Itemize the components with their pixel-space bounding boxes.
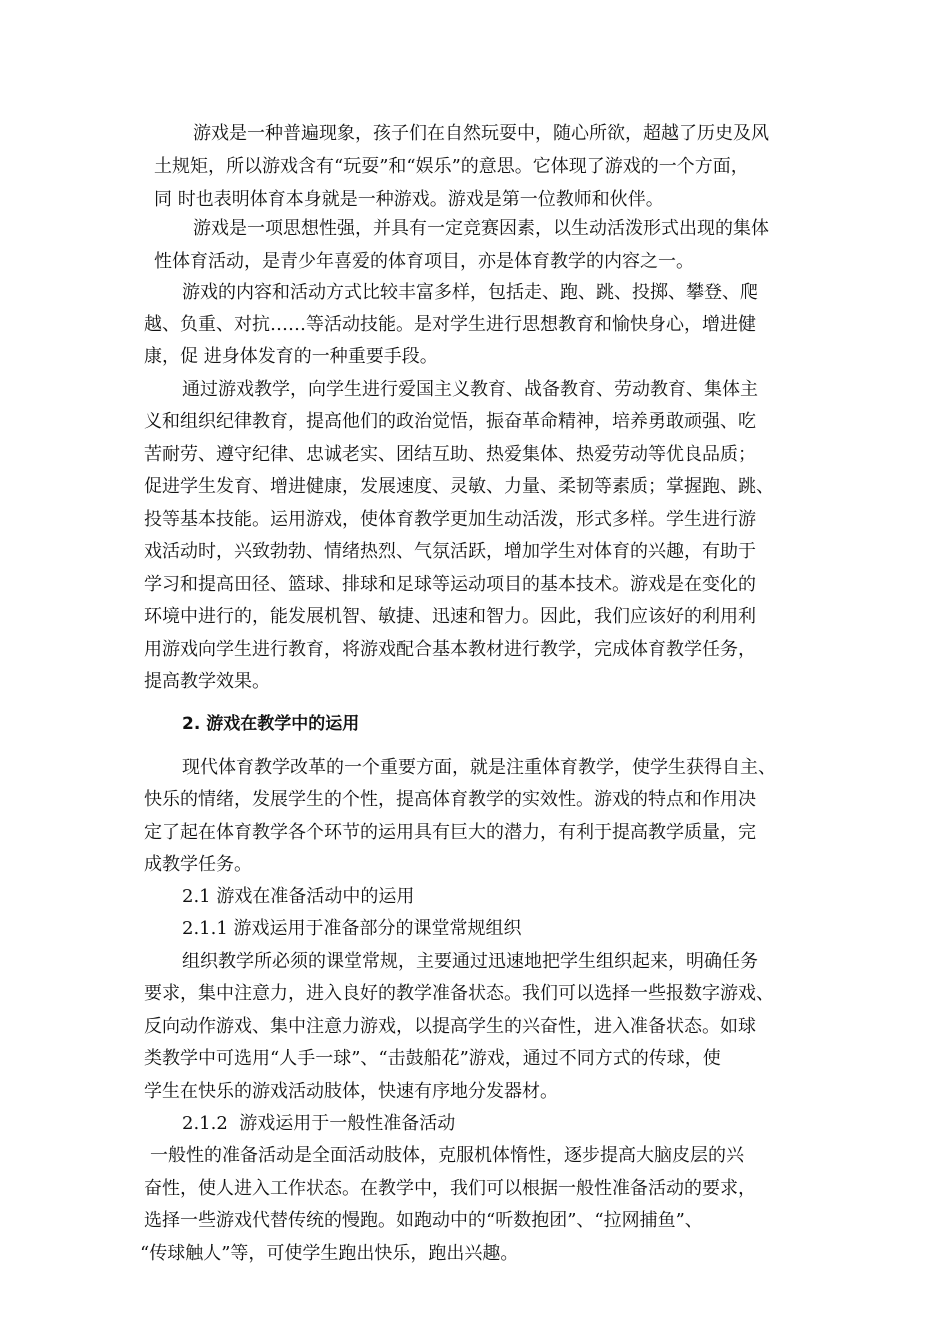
section-heading: 2. 游戏在教学中的运用 — [182, 714, 360, 734]
paragraph-line: 现代体育教学改革的一个重要方面，就是注重体育教学，使学生获得自主、 — [182, 757, 776, 778]
paragraph-line: 类教学中可选用“人手一球”、“击鼓船花”游戏，通过不同方式的传球，使 — [144, 1048, 721, 1069]
paragraph-line: 选择一些游戏代替传统的慢跑。如跑动中的“听数抱团”、“拉网捕鱼”、 — [144, 1210, 703, 1231]
paragraph-line: 定了起在体育教学各个环节的运用具有巨大的潜力，有利于提高教学质量，完 — [144, 822, 756, 843]
subsection-heading: 2.1.2 游戏运用于一般性准备活动 — [182, 1113, 456, 1134]
paragraph-line: 越、负重、对抗……等活动技能。是对学生进行思想教育和愉快身心，增进健 — [144, 314, 756, 335]
paragraph-line: 促进学生发育、增进健康，发展速度、灵敏、力量、柔韧等素质；掌握跑、跳、 — [144, 476, 774, 497]
paragraph-line: 康，促 进身体发育的一种重要手段。 — [144, 346, 438, 367]
paragraph-line: 性体育活动，是青少年喜爱的体育项目，亦是体育教学的内容之一。 — [154, 251, 694, 272]
paragraph-line: 组织教学所必须的课堂常规，主要通过迅速地把学生组织起来，明确任务 — [182, 951, 758, 972]
paragraph-line: 环境中进行的，能发展机智、敏捷、迅速和智力。因此，我们应该好的利用利 — [144, 606, 756, 627]
paragraph-line: 通过游戏教学，向学生进行爱国主义教育、战备教育、劳动教育、集体主 — [182, 379, 758, 400]
paragraph-line: 义和组织纪律教育，提高他们的政治觉悟，振奋革命精神，培养勇敢顽强、吃 — [144, 411, 756, 432]
paragraph-line: 戏活动时，兴致勃勃、情绪热烈、气氛活跃，增加学生对体育的兴趣，有助于 — [144, 541, 756, 562]
paragraph-line: “传球触人”等，可使学生跑出快乐，跑出兴趣。 — [140, 1243, 519, 1264]
paragraph-line: 提高教学效果。 — [144, 671, 270, 692]
paragraph-line: 要求，集中注意力，进入良好的教学准备状态。我们可以选择一些报数字游戏、 — [144, 983, 774, 1004]
paragraph-line: 用游戏向学生进行教育，将游戏配合基本教材进行教学，完成体育教学任务， — [144, 639, 756, 660]
paragraph-line: 学习和提高田径、篮球、排球和足球等运动项目的基本技术。游戏是在变化的 — [144, 574, 756, 595]
paragraph-line: 反向动作游戏、集中注意力游戏，以提高学生的兴奋性，进入准备状态。如球 — [144, 1016, 756, 1037]
paragraph-line: 土规矩，所以游戏含有“玩耍”和“娱乐”的意思。它体现了游戏的一个方面， — [154, 156, 749, 177]
paragraph-line: 游戏的内容和活动方式比较丰富多样，包括走、跑、跳、投掷、攀登、爬 — [182, 282, 758, 303]
paragraph-line: 学生在快乐的游戏活动肢体，快速有序地分发器材。 — [144, 1081, 558, 1102]
paragraph-line: 投等基本技能。运用游戏，使体育教学更加生动活泼，形式多样。学生进行游 — [144, 509, 756, 530]
paragraph-line: 奋性，使人进入工作状态。在教学中，我们可以根据一般性准备活动的要求， — [144, 1178, 756, 1199]
paragraph-line: 游戏是一项思想性强，并具有一定竞赛因素，以生动活泼形式出现的集体 — [193, 218, 769, 239]
subsection-heading: 2.1.1 游戏运用于准备部分的课堂常规组织 — [182, 918, 522, 939]
paragraph-line: 同 时也表明体育本身就是一种游戏。游戏是第一位教师和伙伴。 — [154, 189, 664, 210]
subsection-heading: 2.1 游戏在准备活动中的运用 — [182, 886, 415, 907]
paragraph-line: 苦耐劳、遵守纪律、忠诚老实、团结互助、热爱集体、热爱劳动等优良品质； — [144, 444, 756, 465]
paragraph-line: 一般性的准备活动是全面活动肢体，克服机体惰性，逐步提高大脑皮层的兴 — [150, 1145, 744, 1166]
paragraph-line: 快乐的情绪，发展学生的个性，提高体育教学的实效性。游戏的特点和作用决 — [144, 789, 756, 810]
paragraph-line: 游戏是一种普遍现象，孩子们在自然玩耍中，随心所欲，超越了历史及风 — [193, 123, 769, 144]
paragraph-line: 成教学任务。 — [144, 854, 252, 875]
